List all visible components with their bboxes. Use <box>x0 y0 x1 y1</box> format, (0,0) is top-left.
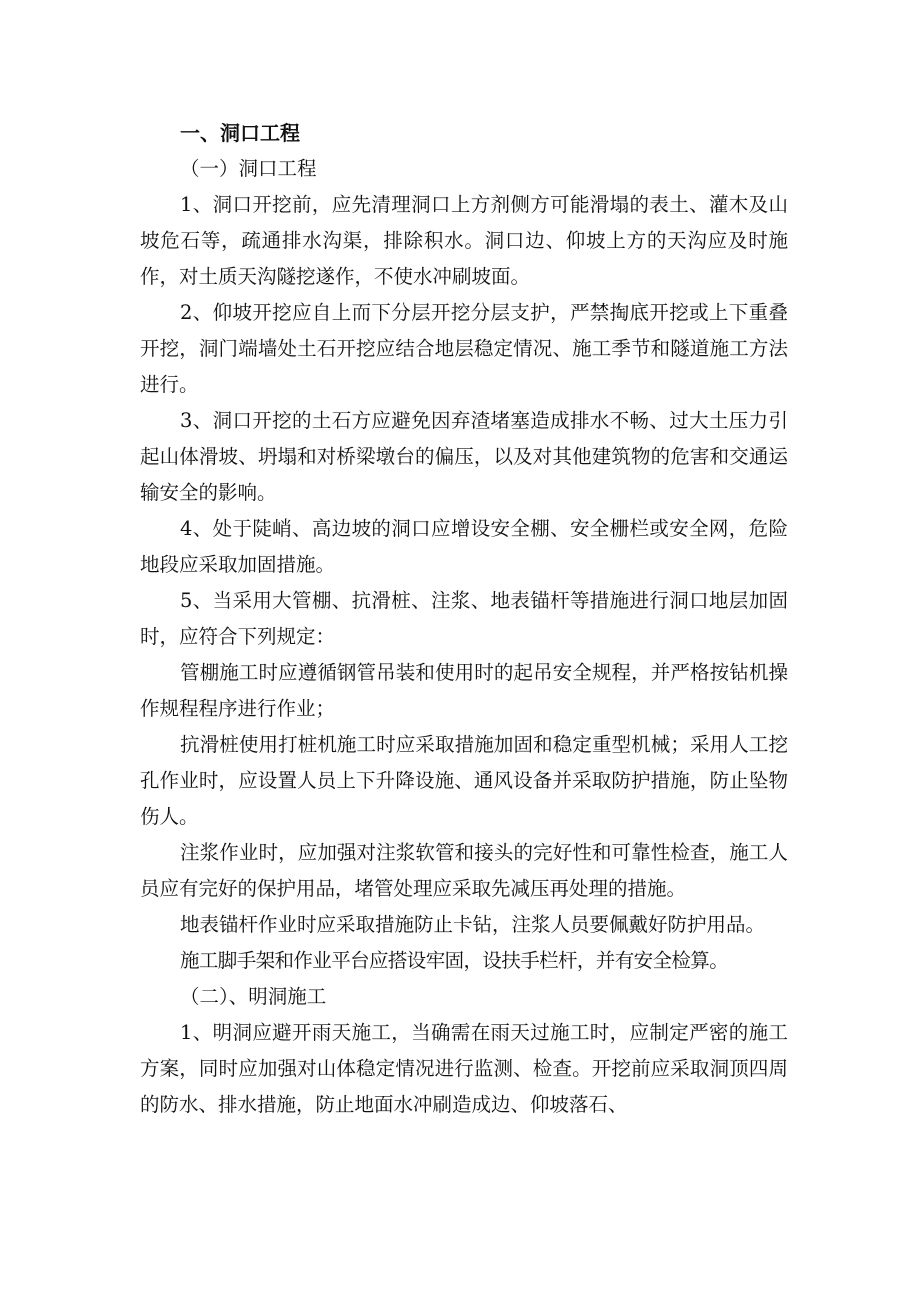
paragraph-1-10: 施工脚手架和作业平台应搭设牢固，设扶手栏杆，并有安全检算。 <box>180 949 729 972</box>
paragraph-1-4: 4、处于陡峭、高边坡的洞口应增设安全棚、安全栅栏或安全网，危险地段应采取加固措施。 <box>140 517 788 576</box>
paragraph-1-5: 5、当采用大管棚、抗滑桩、注浆、地表锚杆等措施进行洞口地层加固时，应符合下列规定： <box>140 589 788 648</box>
subsection-title-1: （一）洞口工程 <box>180 157 317 180</box>
document-body <box>140 115 788 1123</box>
paragraph-1-8: 注浆作业时，应加强对注浆软管和接头的完好性和可靠性检查，施工人员应有完好的保护用品，堵管处理应采取先减压再处理的措施。 <box>140 841 788 900</box>
section-title: 一、洞口工程 <box>180 121 300 145</box>
paragraph-1-7: 抗滑桩使用打桩机施工时应采取措施加固和稳定重型机械；采用人工挖孔作业时，应设置人员上下升降设施、通风设备并采取防护措施，防止坠物伤人。 <box>140 733 788 828</box>
subsection-title-2: （二）、明洞施工 <box>180 985 327 1008</box>
paragraph-1-9: 地表锚杆作业时应采取措施防止卡钻，注浆人员要佩戴好防护用品。 <box>180 913 766 936</box>
paragraph-1-6: 管棚施工时应遵循钢管吊装和使用时的起吊安全规程，并严格按钻机操作规程程序进行作业； <box>140 661 788 720</box>
paragraph-1-1: 1、洞口开挖前，应先清理洞口上方剂侧方可能滑塌的表土、灌木及山坡危石等，疏通排水沟渠，排除积水。洞口边、仰坡上方的天沟应及时施作，对土质天沟隧挖遂作，不使水冲刷坡面。 <box>140 193 788 288</box>
paragraph-2-1: 1、明洞应避开雨天施工，当确需在雨天过施工时，应制定严密的施工方案，同时应加强对山体稳定情况进行监测、检查。开挖前应采取洞顶四周的防水、排水措施，防止地面水冲刷造成边、仰坡落石、 <box>140 1021 788 1116</box>
paragraph-1-3: 3、洞口开挖的土石方应避免因弃渣堵塞造成排水不畅、过大土压力引起山体滑坡、坍塌和对桥梁墩台的偏压，以及对其他建筑物的危害和交通运输安全的影响。 <box>140 409 788 504</box>
paragraph-1-2: 2、仰坡开挖应自上而下分层开挖分层支护，严禁掏底开挖或上下重叠开挖，洞门端墙处土石开挖应结合地层稳定情况、施工季节和隧道施工方法进行。 <box>140 301 788 396</box>
